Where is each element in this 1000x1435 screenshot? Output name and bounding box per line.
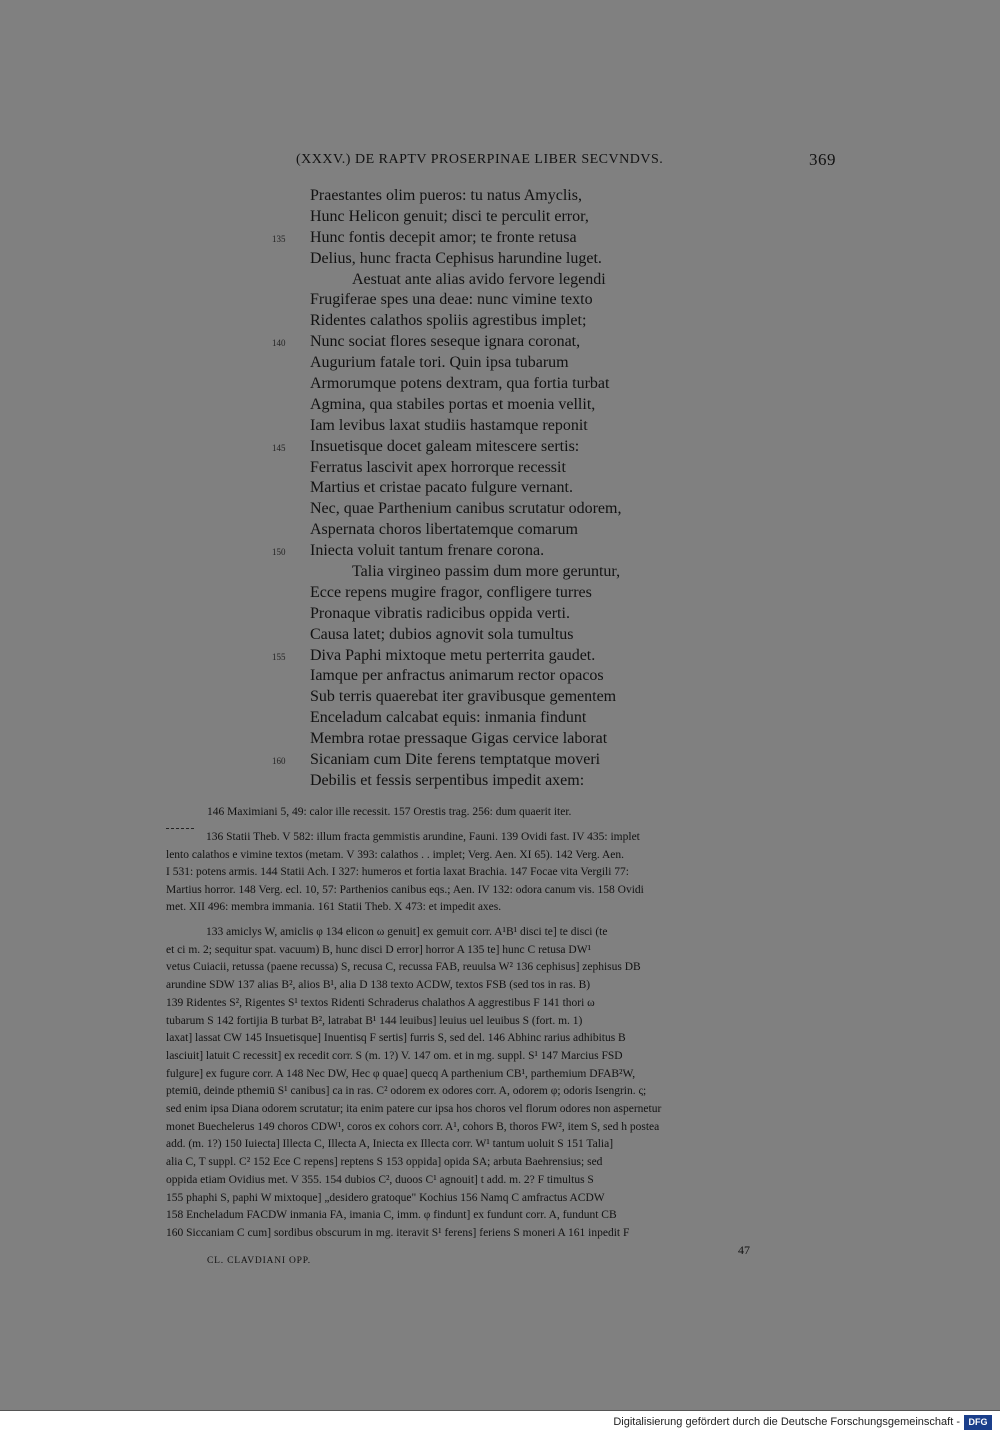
- verse-text: Diva Paphi mixtoque metu perterrita gaudet.: [310, 646, 596, 664]
- verse-text: Talia virgineo passim dum more geruntur,: [352, 563, 621, 581]
- verse-text: Aestuat ante alias avido fervore legendi: [352, 270, 606, 288]
- verse-text: Pronaque vibratis radicibus oppida verti.: [310, 604, 570, 622]
- apparatus-line: oppida etiam Ovidius met. V 355. 154 dubios C², duoos C¹ agnouit] t add. m. 2? F timultus S: [166, 1173, 594, 1186]
- apparatus-line: fulgure] ex fugure corr. A 148 Nec DW, Hec φ quae] quecq A parthenium CB¹, parthemium DFAB²W,: [166, 1067, 636, 1080]
- verse-line: [310, 353, 730, 374]
- verse-text: Sub terris quaerebat iter gravibusque gementem: [310, 688, 617, 706]
- source-notes: [166, 829, 838, 917]
- verse-line: [310, 478, 730, 499]
- verse-text: Augurium fatale tori. Quin ipsa tubarum: [310, 354, 569, 372]
- funding-footer: [0, 1410, 1000, 1435]
- page-number: 369: [809, 150, 836, 169]
- verse-text: Ridentes calathos spoliis agrestibus implet;: [310, 312, 587, 330]
- verse-text: Iam levibus laxat studiis hastamque reponit: [310, 416, 588, 434]
- dfg-logo-icon: [964, 1415, 992, 1430]
- signature-mark: CL. CLAVDIANI OPP.: [207, 1256, 311, 1266]
- verse-line: [310, 311, 730, 332]
- apparatus-line: 133 amiclys W, amiclis φ 134 elicon ω genuit] ex gemuit corr. A¹B¹ disci te] te disci (te: [206, 926, 608, 938]
- apparatus-line: arundine SDW 137 alias B², alios B¹, alia D 138 texto ACDW, textos FSB (sed tos in ras. B): [166, 979, 591, 992]
- line-number: 155: [272, 651, 286, 662]
- apparatus-line: et ci m. 2; sequitur spat. vacuum) B, hunc disci D error] horror A 135 te] hunc C retusa DW¹: [166, 943, 592, 956]
- verse-line: [310, 520, 730, 541]
- verse-line: [310, 395, 730, 416]
- verse-line: [310, 207, 730, 228]
- verse-line: [310, 186, 730, 207]
- verse-line: [310, 729, 730, 750]
- apparatus-line: tubarum S 142 fortijia B turbat B², latrabat B¹ 144 leuibus] leuius uel leuibus S (fort. m. 1): [166, 1014, 583, 1027]
- verse-text: Iamque per anfractus animarum rector opacos: [310, 667, 604, 685]
- verse-line: [310, 249, 730, 270]
- apparatus-line: add. (m. 1?) 150 Iuiecta] Illecta C, Illecta A, Iniecta ex Illecta corr. W¹ tantum uoluit S 151 Talia]: [166, 1138, 614, 1151]
- verse-text: Hunc fontis decepit amor; te fronte retusa: [310, 228, 577, 246]
- verse-line: [310, 270, 730, 291]
- verse-text: Iniecta voluit tantum frenare corona.: [310, 542, 545, 560]
- apparatus-line: vetus Cuiacii, retussa (paene recussa) S, recusa C, recussa FAB, reuulsa W² 136 cephisus] zephisus DB: [166, 961, 641, 974]
- source-note-line: I 531: potens armis. 144 Statii Ach. I 327: humeros et fortia laxat Brachia. 147 Focae vita Vergili 77:: [166, 866, 629, 879]
- verse-line: [310, 625, 730, 646]
- sheet-number: 47: [738, 1243, 750, 1257]
- verse-text: Agmina, qua stabiles portas et moenia vellit,: [310, 395, 596, 413]
- verse-line: [310, 562, 730, 583]
- line-number: 145: [272, 442, 286, 453]
- verse-line: [272, 541, 730, 562]
- page-header: [296, 150, 836, 172]
- verse-line: [272, 646, 730, 667]
- verse-text: Ferratus lascivit apex horrorque recessit: [310, 458, 566, 476]
- verse-line: [272, 437, 730, 458]
- verse-text: Hunc Helicon genuit; disci te perculit error,: [310, 207, 589, 225]
- verse-text: Armorumque potens dextram, qua fortia turbat: [310, 375, 610, 393]
- line-number: 135: [272, 233, 286, 244]
- verse-text: Ecce repens mugire fragor, confligere turres: [310, 583, 592, 601]
- apparatus-line: laxat] lassat CW 145 Insuetisque] Inuentisq F sertis] furris S, sed del. 146 Abhinc rarius adhibitus B: [166, 1032, 626, 1045]
- verse-line: [310, 583, 730, 604]
- verse-text: Martius et cristae pacato fulgure vernant.: [310, 479, 573, 497]
- verse-line: [310, 771, 730, 792]
- line-number: 160: [272, 756, 286, 767]
- verse-text: Frugiferae spes una deae: nunc vimine texto: [310, 291, 593, 309]
- apparatus-line: alia C, T suppl. C² 152 Ece C repens] reptens S 153 oppida] opida SA; arbuta Baehrensius; sed: [166, 1156, 603, 1169]
- verse-text: Insuetisque docet galeam mitescere sertis:: [310, 437, 580, 455]
- source-note-line: 136 Statii Theb. V 582: illum fracta gemmistis arundine, Fauni. 139 Ovidi fast. IV 435: implet: [206, 831, 640, 843]
- source-note-line: Martius horror. 148 Verg. ecl. 10, 57: Parthenios canibus eqs.; Aen. IV 132: odora canum vis. 158 Ovidi: [166, 883, 644, 896]
- apparatus-line: 158 Encheladum FACDW inmania FA, imania C, imm. φ findunt] ex fundunt corr. A, fundunt CB: [166, 1209, 617, 1222]
- apparatus-line: sed enim ipsa Diana odorem scrutatur; ita enim patere cur ipsa hos choros vel florum odores non aspernetur: [166, 1103, 662, 1116]
- apparatus-line: 139 Ridentes S², Rigentes S¹ textos Ridenti Schraderus chalathos A aggrestibus F 141 thori ω: [166, 996, 595, 1009]
- verse-text: Praestantes olim pueros: tu natus Amyclis,: [310, 187, 582, 204]
- source-note-line: lento calathos e vimine textos (metam. V 393: calathos . . implet; Verg. Aen. XI 65). 142 Verg. Aen.: [166, 848, 625, 861]
- apparatus-line: monet Buechelerus 149 choros CDW¹, coros ex cohors corr. A¹, cohors B, thoros FW², item S, sed h postea: [166, 1120, 660, 1133]
- funding-text: Digitalisierung gefördert durch die Deutsche Forschungsgemeinschaft -: [613, 1416, 960, 1428]
- apparatus-line: 160 Siccaniam C cum] sordibus obscurum in mg. iteravit S¹ ferens] feriens S moneri A 161 inpedit F: [166, 1226, 630, 1239]
- apparatus-line: 155 phaphi S, paphi W mixtoque] „desidero gratoque" Kochius 156 Namq C amfractus ACDW: [166, 1191, 605, 1204]
- verse-line: [310, 458, 730, 479]
- verse-text: Causa latet; dubios agnovit sola tumultus: [310, 625, 574, 643]
- running-title: (XXXV.) DE RAPTV PROSERPINAE LIBER SECVNDVS.: [296, 152, 664, 167]
- verse-text: Debilis et fessis serpentibus impedit axem:: [310, 771, 585, 789]
- source-note-line: met. XII 496: membra immania. 161 Statii Theb. X 473: et impedit axes.: [166, 901, 502, 914]
- line-number: 150: [272, 547, 286, 558]
- verse-text: Aspernata choros libertatemque comarum: [310, 521, 578, 539]
- verse-text: Enceladum calcabat equis: inmania findunt: [310, 709, 587, 727]
- verse-line: [310, 708, 730, 729]
- verse-line: [310, 666, 730, 687]
- poem-text: [272, 186, 730, 792]
- verse-text: Delius, hunc fracta Cephisus harundine luget.: [310, 249, 602, 267]
- verse-line: [310, 416, 730, 437]
- apparatus-line: lasciuit] latuit C recessit] ex recedit corr. S (m. 1?) V. 147 om. et in mg. suppl. S¹ 147 Marcius FSD: [166, 1049, 623, 1062]
- verse-line: [310, 290, 730, 311]
- dfg-logo-text: DFG: [968, 1417, 988, 1427]
- source-note-primary: 146 Maximiani 5, 49: calor ille recessit. 157 Orestis trag. 256: dum quaerit iter.: [207, 806, 572, 818]
- verse-line: [310, 374, 730, 395]
- verse-text: Membra rotae pressaque Gigas cervice laborat: [310, 730, 608, 748]
- verse-line: [310, 687, 730, 708]
- verse-line: [272, 228, 730, 249]
- verse-line: [272, 750, 730, 771]
- verse-line: [272, 332, 730, 353]
- verse-text: Nec, quae Parthenium canibus scrutatur odorem,: [310, 500, 622, 518]
- line-number: 140: [272, 338, 286, 349]
- apparatus-line: ptemiū, deinde pthemiū S¹ canibus] ca in ras. C² odorem ex odores corr. A, odorem φ; odoris Isengrin. ς;: [166, 1085, 647, 1098]
- verse-line: [310, 604, 730, 625]
- critical-apparatus: [166, 924, 838, 1243]
- verse-line: [310, 499, 730, 520]
- verse-text: Sicaniam cum Dite ferens temptatque moveri: [310, 751, 601, 769]
- verse-text: Nunc sociat flores seseque ignara coronat,: [310, 333, 581, 351]
